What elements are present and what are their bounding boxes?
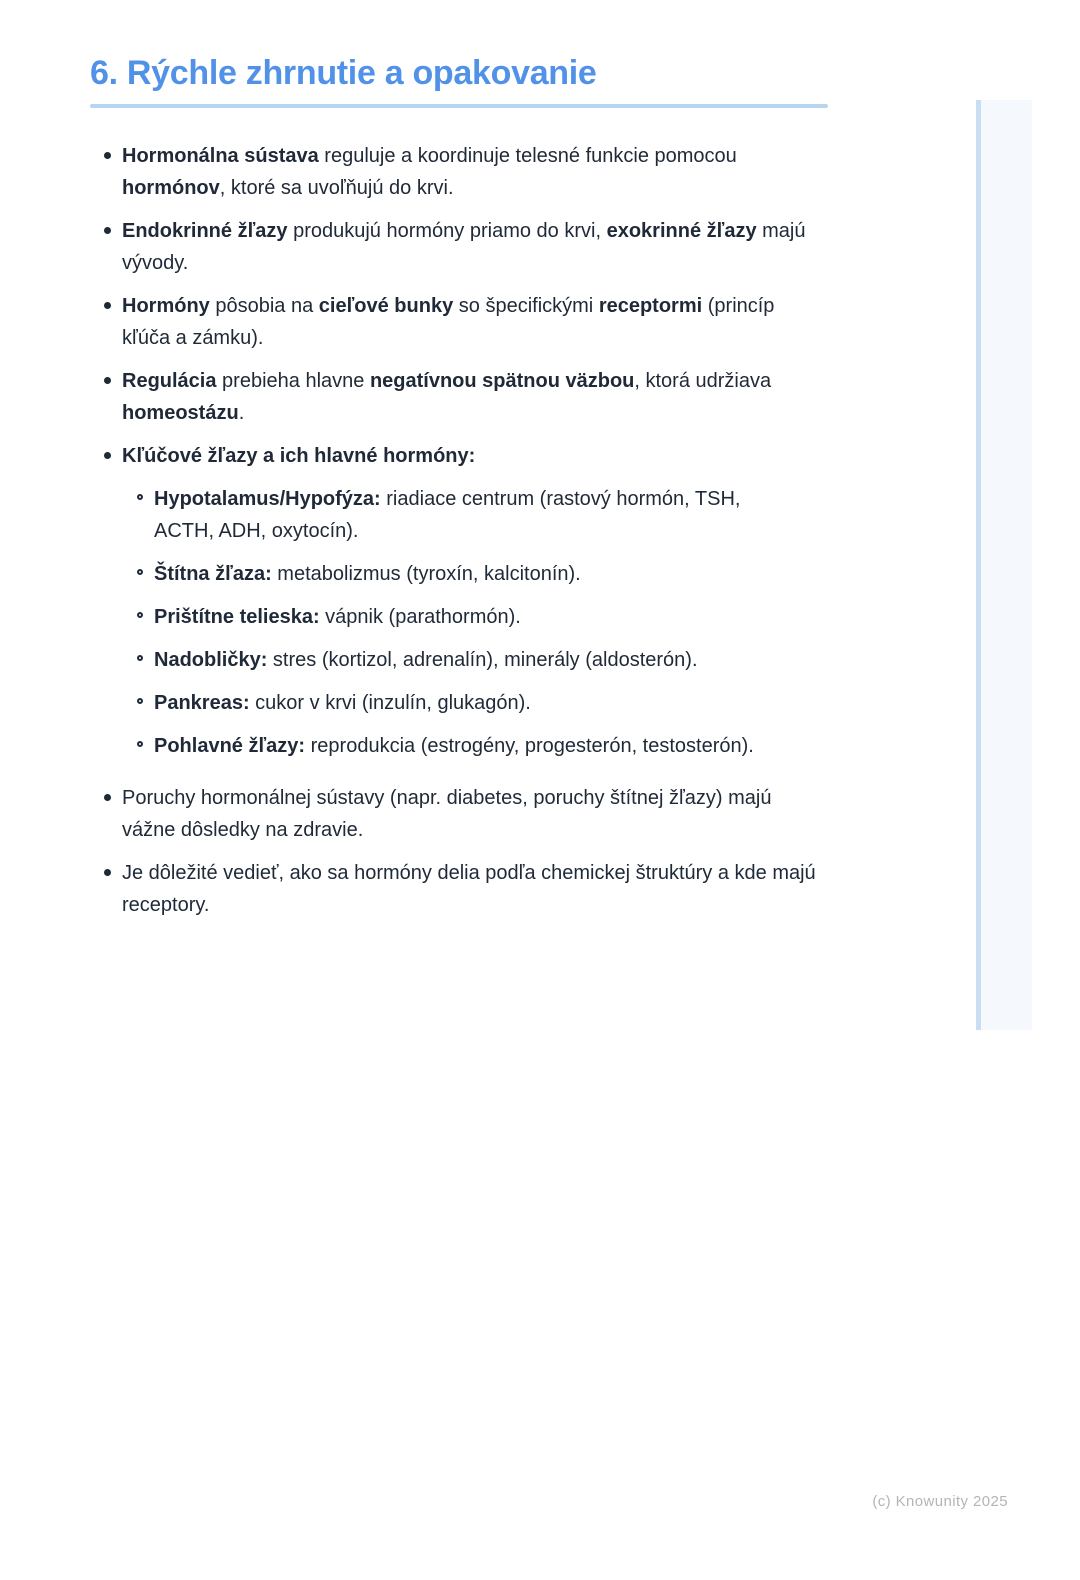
bullet-circle-icon xyxy=(137,698,143,704)
right-page-edge-strip xyxy=(976,100,1032,1030)
bullet-text: Endokrinné žľazy produkujú hormóny priamo do krvi, exokrinné žľazy majú vývody. xyxy=(122,220,806,274)
bullet-text: Kľúčové žľazy a ich hlavné hormóny: xyxy=(122,445,476,467)
bullet-circle-icon xyxy=(137,655,143,661)
bullet-dot-icon xyxy=(104,302,111,309)
bullet-dot-icon xyxy=(104,377,111,384)
bullet-item xyxy=(104,857,1080,921)
bullet-item xyxy=(104,140,1080,204)
bullet-circle-icon xyxy=(137,569,143,575)
bullet-dot-icon xyxy=(104,452,111,459)
bullet-item xyxy=(104,365,1080,429)
sub-bullet-item xyxy=(137,483,1080,547)
page-title: 6. Rýchle zhrnutie a opakovanie xyxy=(90,54,597,92)
bullet-item xyxy=(104,782,1080,846)
bullet-circle-icon xyxy=(137,612,143,618)
bullet-text: Je dôležité vedieť, ako sa hormóny delia podľa chemickej štruktúry a kde majú receptory. xyxy=(122,862,816,916)
bullet-text: Hormóny pôsobia na cieľové bunky so špecifickými receptormi (princíp kľúča a zámku). xyxy=(122,295,775,349)
bullet-item xyxy=(104,440,1080,472)
bullet-dot-icon xyxy=(104,869,111,876)
sub-bullet-item xyxy=(137,558,1080,590)
bullet-text: Regulácia prebieha hlavne negatívnou spätnou väzbou, ktorá udržiava homeostázu. xyxy=(122,370,772,424)
bullet-dot-icon xyxy=(104,152,111,159)
sub-bullet-item xyxy=(137,687,1080,719)
bullet-text: Nadobličky: stres (kortizol, adrenalín), minerály (aldosterón). xyxy=(154,649,698,671)
title-underline-rule xyxy=(90,104,828,108)
sub-bullet-item xyxy=(137,601,1080,633)
summary-bullet-list xyxy=(104,140,1080,921)
bullet-text: Štítna žľaza: metabolizmus (tyroxín, kalcitonín). xyxy=(154,563,581,585)
bullet-text: Hormonálna sústava reguluje a koordinuje telesné funkcie pomocou hormónov, ktoré sa uvoľňujú do krvi. xyxy=(122,145,737,199)
bullet-item xyxy=(104,215,1080,279)
bullet-text: Pankreas: cukor v krvi (inzulín, glukagón). xyxy=(154,692,531,714)
bullet-dot-icon xyxy=(104,794,111,801)
bullet-circle-icon xyxy=(137,494,143,500)
bullet-dot-icon xyxy=(104,227,111,234)
bullet-text: Hypotalamus/Hypofýza: riadiace centrum (rastový hormón, TSH, ACTH, ADH, oxytocín). xyxy=(154,488,741,542)
bullet-text: Poruchy hormonálnej sústavy (napr. diabetes, poruchy štítnej žľazy) majú vážne dôsledky na zdravie. xyxy=(122,787,772,841)
sub-bullet-item xyxy=(137,730,1080,762)
bullet-text: Pohlavné žľazy: reprodukcia (estrogény, progesterón, testosterón). xyxy=(154,735,754,757)
bullet-item xyxy=(104,290,1080,354)
bullet-circle-icon xyxy=(137,741,143,747)
copyright-footer: (c) Knowunity 2025 xyxy=(872,1493,1008,1510)
bullet-text: Prištítne telieska: vápnik (parathormón). xyxy=(154,606,521,628)
sub-bullet-item xyxy=(137,644,1080,676)
